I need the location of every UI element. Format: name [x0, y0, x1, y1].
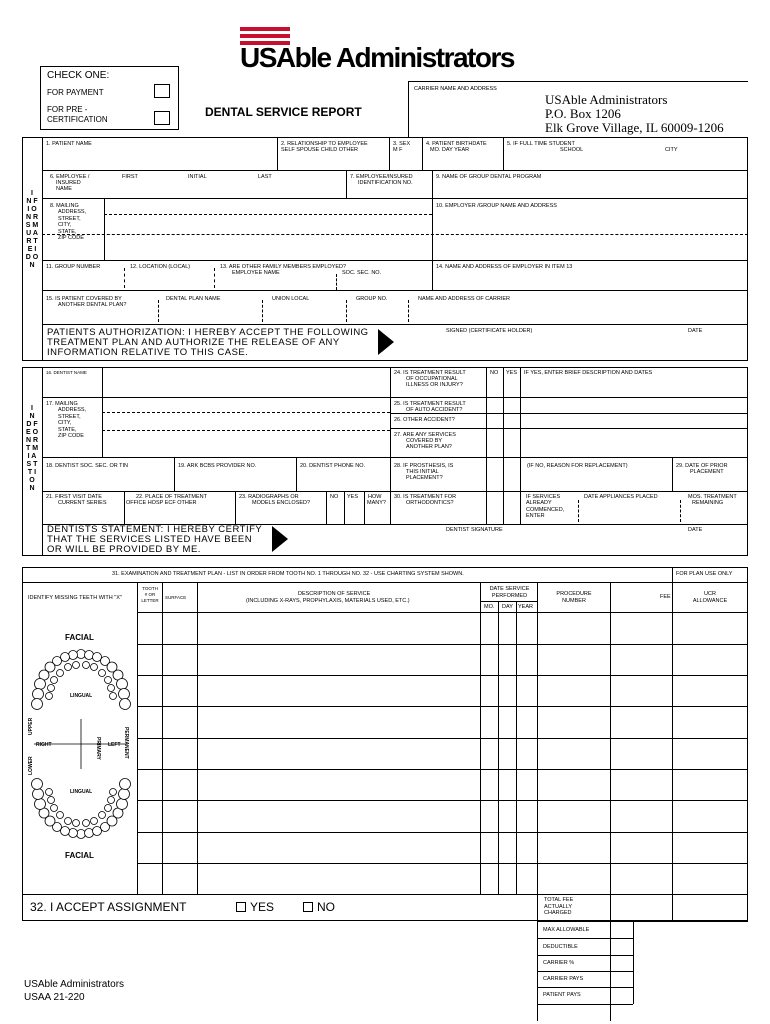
relationship-options[interactable]: SELF SPOUSE CHILD OTHER — [281, 147, 359, 153]
identify-missing-label: IDENTIFY MISSING TEETH WITH "X" — [28, 595, 122, 601]
lower-label: LOWER — [28, 756, 34, 775]
dent-div-mid — [390, 367, 391, 524]
sum-line-0 — [537, 921, 748, 922]
dent-div-e — [235, 491, 236, 524]
radiographs-yes[interactable]: YES — [347, 494, 359, 500]
accept-no-checkbox[interactable] — [303, 902, 313, 912]
mo-label: MO. — [484, 604, 495, 610]
radiographs-no[interactable]: NO — [330, 494, 339, 500]
procedure-label: PROCEDURE NUMBER — [556, 591, 592, 604]
for-payment-checkbox[interactable] — [154, 84, 170, 98]
carrier-line-1: USAble Administrators — [545, 92, 668, 107]
dv-r4-1 — [124, 268, 125, 288]
radiographs-label-b: MODELS ENCLOSED? — [252, 500, 311, 506]
employee-id-label-b: IDENTIFICATION NO. — [358, 180, 413, 186]
carrier-line-2: P.O. Box 1206 — [545, 106, 621, 121]
patient-pays-label: PATIENT PAYS — [543, 992, 581, 998]
desc-label-1: DESCRIPTION OF SERVICE — [298, 591, 371, 597]
dentist-phone-label: 20. DENTIST PHONE NO. — [300, 463, 365, 469]
employee-label: 6. EMPLOYEE / — [50, 174, 90, 180]
auto-label-b: OF AUTO ACCIDENT? — [406, 407, 463, 413]
auth-arrow-icon — [378, 329, 394, 355]
check-one-label: CHECK ONE: — [47, 70, 110, 81]
employee-first: FIRST — [122, 174, 138, 180]
dentist-mailing-lines: ADDRESS, STREET, CITY, STATE, ZIP CODE — [58, 407, 87, 439]
sum-line-1 — [537, 938, 633, 939]
prior-placement-label-b: PLACEMENT — [690, 469, 724, 475]
ortho-if-services: IF SERVICES — [526, 494, 561, 500]
div-r4 — [432, 260, 433, 290]
upper-label: UPPER — [28, 717, 34, 735]
prosthesis-label: 28. IF PROSTHESIS, IS — [394, 463, 454, 469]
dent-div-b — [174, 457, 175, 491]
covered-label-b: ANOTHER DENTAL PLAN? — [58, 302, 127, 308]
student-label: 5. IF FULL TIME STUDENT — [507, 141, 575, 147]
dent-div-no — [486, 367, 487, 457]
birthdate-sub: MO. DAY YEAR — [430, 147, 470, 153]
logo — [240, 27, 540, 75]
dent-div-d — [124, 491, 125, 524]
birthdate-label: 4. PATIENT BIRTHDATE — [426, 141, 487, 147]
signed-label: SIGNED (CERTIFICATE HOLDER) — [446, 328, 533, 334]
yes-brief-label: IF YES, ENTER BRIEF DESCRIPTION AND DATES — [524, 370, 653, 376]
auth-date-label: DATE — [688, 328, 703, 334]
replacement-reason-label: (IF NO, REASON FOR REPLACEMENT) — [527, 463, 628, 469]
employee-id-label: 7. EMPLOYEE/INSURED — [350, 174, 413, 180]
dentist-arrow-icon — [272, 526, 288, 552]
dentist-name-label: 16. DENTIST NAME — [46, 370, 87, 375]
footer-line-2: USAA 21-220 — [24, 992, 85, 1003]
dent-line-2 — [42, 457, 748, 458]
sex-options[interactable]: M F — [393, 147, 403, 153]
another-plan-label-b: COVERED BY — [406, 438, 443, 444]
provider-no-label: 19. ARK BCBS PROVIDER NO. — [178, 463, 257, 469]
accept-no-label: NO — [317, 900, 335, 914]
relationship-label: 2. RELATIONSHIP TO EMPLOYEE — [281, 141, 368, 147]
logo-text: USAble Administrators — [240, 42, 514, 73]
dent-div-h — [364, 491, 365, 524]
dent-ortho-dv-1 — [578, 500, 579, 522]
dent-r-line-3 — [390, 428, 748, 429]
fee-label: FEE — [660, 594, 671, 600]
dent-line-1 — [42, 397, 390, 398]
union-label: UNION LOCAL — [272, 296, 310, 302]
dentist-statement: DENTISTS STATEMENT: I HEREBY CERTIFY THAT THE SERVICES LISTED HAVE BEEN OR WILL BE PROVIDED BY ME. — [47, 524, 263, 555]
first-visit-label: 21. FIRST VISIT DATE — [46, 494, 102, 500]
insured-side-label: I N F I O N R S M U A R T E I D O N — [25, 190, 39, 269]
dv-r5-2 — [262, 300, 263, 322]
plan-use-div — [672, 567, 673, 582]
sum-line-2 — [537, 955, 633, 956]
dv-r5-1 — [158, 300, 159, 322]
div-r2-b — [432, 170, 433, 198]
family-soc: SOC. SEC. NO. — [342, 270, 382, 276]
carrier-label: CARRIER NAME AND ADDRESS — [414, 86, 497, 92]
dent-div-f — [326, 491, 327, 524]
dent-dash-1 — [102, 412, 390, 413]
carrier-top-line — [408, 81, 748, 82]
employee-label-b: INSURED — [56, 180, 81, 186]
accept-yes-label: YES — [250, 900, 275, 914]
surface-label: SURFACE — [165, 595, 187, 600]
occupational-label: 24. IS TREATMENT RESULT — [394, 370, 466, 376]
occupational-yes[interactable]: YES — [506, 370, 518, 376]
div-r1-b — [389, 137, 390, 170]
carrier-addr-label: NAME AND ADDRESS OF CARRIER — [418, 296, 510, 302]
carrier-percent-label: CARRIER % — [543, 960, 575, 966]
place-options[interactable]: OFFICE HOSP ECF OTHER — [126, 500, 197, 506]
another-plan-label-c: ANOTHER PLAN? — [406, 444, 452, 450]
sum-line-5 — [537, 1004, 633, 1005]
day-label: DAY — [502, 604, 513, 610]
employee-last: LAST — [258, 174, 272, 180]
mos-treatment-label-b: REMAINING — [692, 500, 724, 506]
location-label: 12. LOCATION (LOCAL) — [130, 264, 191, 270]
row-line-8 — [137, 863, 748, 864]
dent-div-desc — [520, 367, 521, 524]
row-line-2 — [137, 675, 748, 676]
lingual-top-label: LINGUAL — [70, 693, 93, 699]
appliances-date-label: DATE APPLIANCES PLACED — [584, 494, 658, 500]
header-bottom-line — [137, 612, 748, 613]
row-line-7 — [137, 832, 748, 833]
div-r3-a — [104, 198, 105, 260]
sum-line-3 — [537, 971, 633, 972]
mailing-lines: ADDRESS, STREET, CITY, STATE, ZIP CODE — [58, 209, 87, 241]
another-plan-label: 27. ARE ANY SERVICES — [394, 432, 456, 438]
prosthesis-label-b: THIS INITIAL — [406, 469, 439, 475]
dentist-side-label: I N D F E O N R T M I A S T T I O N — [25, 405, 39, 492]
family-emp-name: EMPLOYEE NAME — [232, 270, 280, 276]
row-line-6 — [137, 800, 748, 801]
prosthesis-label-c: PLACEMENT? — [406, 475, 443, 481]
student-school: SCHOOL — [560, 147, 584, 153]
facial-top-label: FACIAL — [65, 633, 94, 642]
row-line-3 — [137, 706, 748, 707]
carrier-line-3: Elk Grove Village, IL 60009-1206 — [545, 120, 724, 135]
facial-bottom-label: FACIAL — [65, 851, 94, 860]
plan-title: 31. EXAMINATION AND TREATMENT PLAN - LIST IN ORDER FROM TOOTH NO. 1 THROUGH NO. 32 - USE CHARTING SYSTEM SHOWN. — [112, 571, 464, 577]
mailing-label: 8. MAILING — [50, 203, 79, 209]
logo-red-bar-2 — [240, 34, 290, 38]
for-precert-label-2: CERTIFICATION — [47, 115, 108, 124]
row-line-9 — [22, 894, 748, 895]
line-r1 — [42, 170, 748, 171]
other-accident-label: 26. OTHER ACCIDENT? — [394, 417, 455, 423]
employer-label: 10. EMPLOYER /GROUP NAME AND ADDRESS — [436, 203, 557, 209]
mailing-dash-2 — [42, 234, 748, 235]
for-precert-checkbox[interactable] — [154, 111, 170, 125]
dent-ortho-dv-2 — [680, 500, 681, 522]
dent-div-pros-yes — [503, 457, 504, 524]
footer-line-1: USAble Administrators — [24, 979, 125, 990]
dent-div-g — [344, 491, 345, 524]
prior-placement-label: 29. DATE OF PRIOR — [676, 463, 728, 469]
patient-name-label: 1. PATIENT NAME — [46, 141, 92, 147]
occupational-label-c: ILLNESS OR INJURY? — [406, 382, 463, 388]
dent-div-prior — [672, 457, 673, 491]
year-label: YEAR — [518, 604, 533, 610]
dv-r5-3 — [346, 300, 347, 322]
carrier-pays-label: CARRIER PAYS — [543, 976, 584, 982]
accept-yes-checkbox[interactable] — [236, 902, 246, 912]
sum-right-2 — [633, 921, 634, 1004]
patient-authorization: PATIENTS AUTHORIZATION: I HEREBY ACCEPT THE FOLLOWING TREATMENT PLAN AND AUTHORIZE THE RELEASE OF ANY INFORMATION RELATIVE TO THIS CASE. — [47, 327, 369, 358]
div-r3-b — [432, 198, 433, 260]
line-r4 — [42, 290, 748, 291]
accept-assignment-label: 32. I ACCEPT ASSIGNMENT — [30, 900, 187, 914]
div-r1-d — [503, 137, 504, 170]
dv-r5-4 — [408, 300, 409, 322]
div-r2-a — [346, 170, 347, 198]
row-line-1 — [137, 644, 748, 645]
family-employed-label: 13. ARE OTHER FAMILY MEMBERS EMPLOYED? — [220, 264, 347, 270]
right-label: RIGHT — [36, 742, 52, 748]
for-precert-label-1: FOR PRE - — [47, 105, 88, 114]
sex-label: 3. SEX — [393, 141, 411, 147]
sum-line-4 — [537, 987, 633, 988]
covered-label: 15. IS PATIENT COVERED BY — [46, 296, 122, 302]
ortho-if-lines: ALREADY COMMENCED, ENTER — [526, 500, 565, 519]
dentist-date-label: DATE — [688, 527, 703, 533]
occupational-label-b: OF OCCUPATIONAL — [406, 376, 458, 382]
dentist-mailing-label: 17. MAILING — [46, 401, 78, 407]
dv-r4-2 — [214, 268, 215, 288]
dent-r-line-2 — [390, 413, 748, 414]
total-fee-label: TOTAL FEE ACTUALLY CHARGED — [544, 897, 574, 916]
div-r1-a — [277, 137, 278, 170]
report-title: DENTAL SERVICE REPORT — [205, 105, 362, 119]
ortho-label: 30. IS TREATMENT FOR — [394, 494, 457, 500]
place-label: 22. PLACE OF TREATMENT — [136, 494, 208, 500]
sum-right — [672, 894, 673, 921]
dent-r-line-1 — [390, 397, 748, 398]
left-label: LEFT — [108, 742, 121, 748]
how-many-1: HOW — [368, 494, 382, 500]
dent-div-c — [296, 457, 297, 491]
mailing-dash-1 — [104, 214, 432, 215]
auto-label: 25. IS TREATMENT RESULT — [394, 401, 466, 407]
line-r3 — [42, 260, 748, 261]
employer-item13-label: 14. NAME AND ADDRESS OF EMPLOYER IN ITEM 13 — [436, 264, 573, 270]
dent-dash-2 — [102, 430, 390, 431]
dentist-tin-label: 18. DENTIST SOC. SEC. OR TIN — [46, 463, 129, 469]
desc-label-2: (INCLUDING X-RAYS, PROPHYLAXIS, MATERIALS USED, ETC.) — [246, 598, 410, 604]
first-visit-label-b: CURRENT SERIES — [58, 500, 107, 506]
max-allowable-label: MAX ALLOWABLE — [543, 927, 590, 933]
primary-label: PRIMARY — [95, 737, 101, 760]
permanent-label: PERMANENT — [123, 727, 129, 759]
date-service-label: DATE SERVICE PERFORMED — [489, 586, 530, 599]
tooth-no-label: TOOTH # OR LETTER — [141, 586, 159, 603]
radiographs-label: 23. RADIOGRAPHS OR — [239, 494, 299, 500]
dent-line-3 — [42, 491, 748, 492]
div-r1-c — [422, 137, 423, 170]
group-no-label: GROUP NO. — [356, 296, 388, 302]
row-line-5 — [137, 769, 748, 770]
line-r5 — [42, 324, 748, 325]
plan-use-label: FOR PLAN USE ONLY — [676, 571, 733, 577]
employee-initial: INITIAL — [188, 174, 207, 180]
row-line-4 — [137, 738, 748, 739]
dent-div-yes — [503, 367, 504, 457]
line-r2 — [42, 198, 748, 199]
plan-title-line — [22, 582, 748, 583]
occupational-no[interactable]: NO — [490, 370, 499, 376]
mos-treatment-label: MOS. TREATMENT — [688, 494, 737, 500]
carrier-left-line — [408, 81, 409, 137]
dv-r4-3 — [336, 274, 337, 290]
for-payment-label: FOR PAYMENT — [47, 88, 104, 97]
deductible-label: DEDUCTIBLE — [543, 944, 578, 950]
plan-name-label: DENTAL PLAN NAME — [166, 296, 221, 302]
logo-red-bar-1 — [240, 27, 290, 31]
employee-label-c: NAME — [56, 186, 72, 192]
group-program-label: 9. NAME OF GROUP DENTAL PROGRAM — [436, 174, 542, 180]
ucr-label: UCR ALLOWANCE — [692, 591, 728, 604]
student-city: CITY — [665, 147, 678, 153]
lingual-bottom-label: LINGUAL — [70, 789, 93, 795]
ortho-label-b: ORTHODONTICS? — [406, 500, 454, 506]
dentist-signature-label: DENTIST SIGNATURE — [446, 527, 503, 533]
how-many-2: MANY? — [367, 500, 386, 506]
dent-div-pros-no — [486, 457, 487, 524]
group-number-label: 11. GROUP NUMBER — [46, 264, 101, 270]
dentist-side-divider — [42, 367, 43, 556]
date-sub-line — [480, 601, 537, 602]
